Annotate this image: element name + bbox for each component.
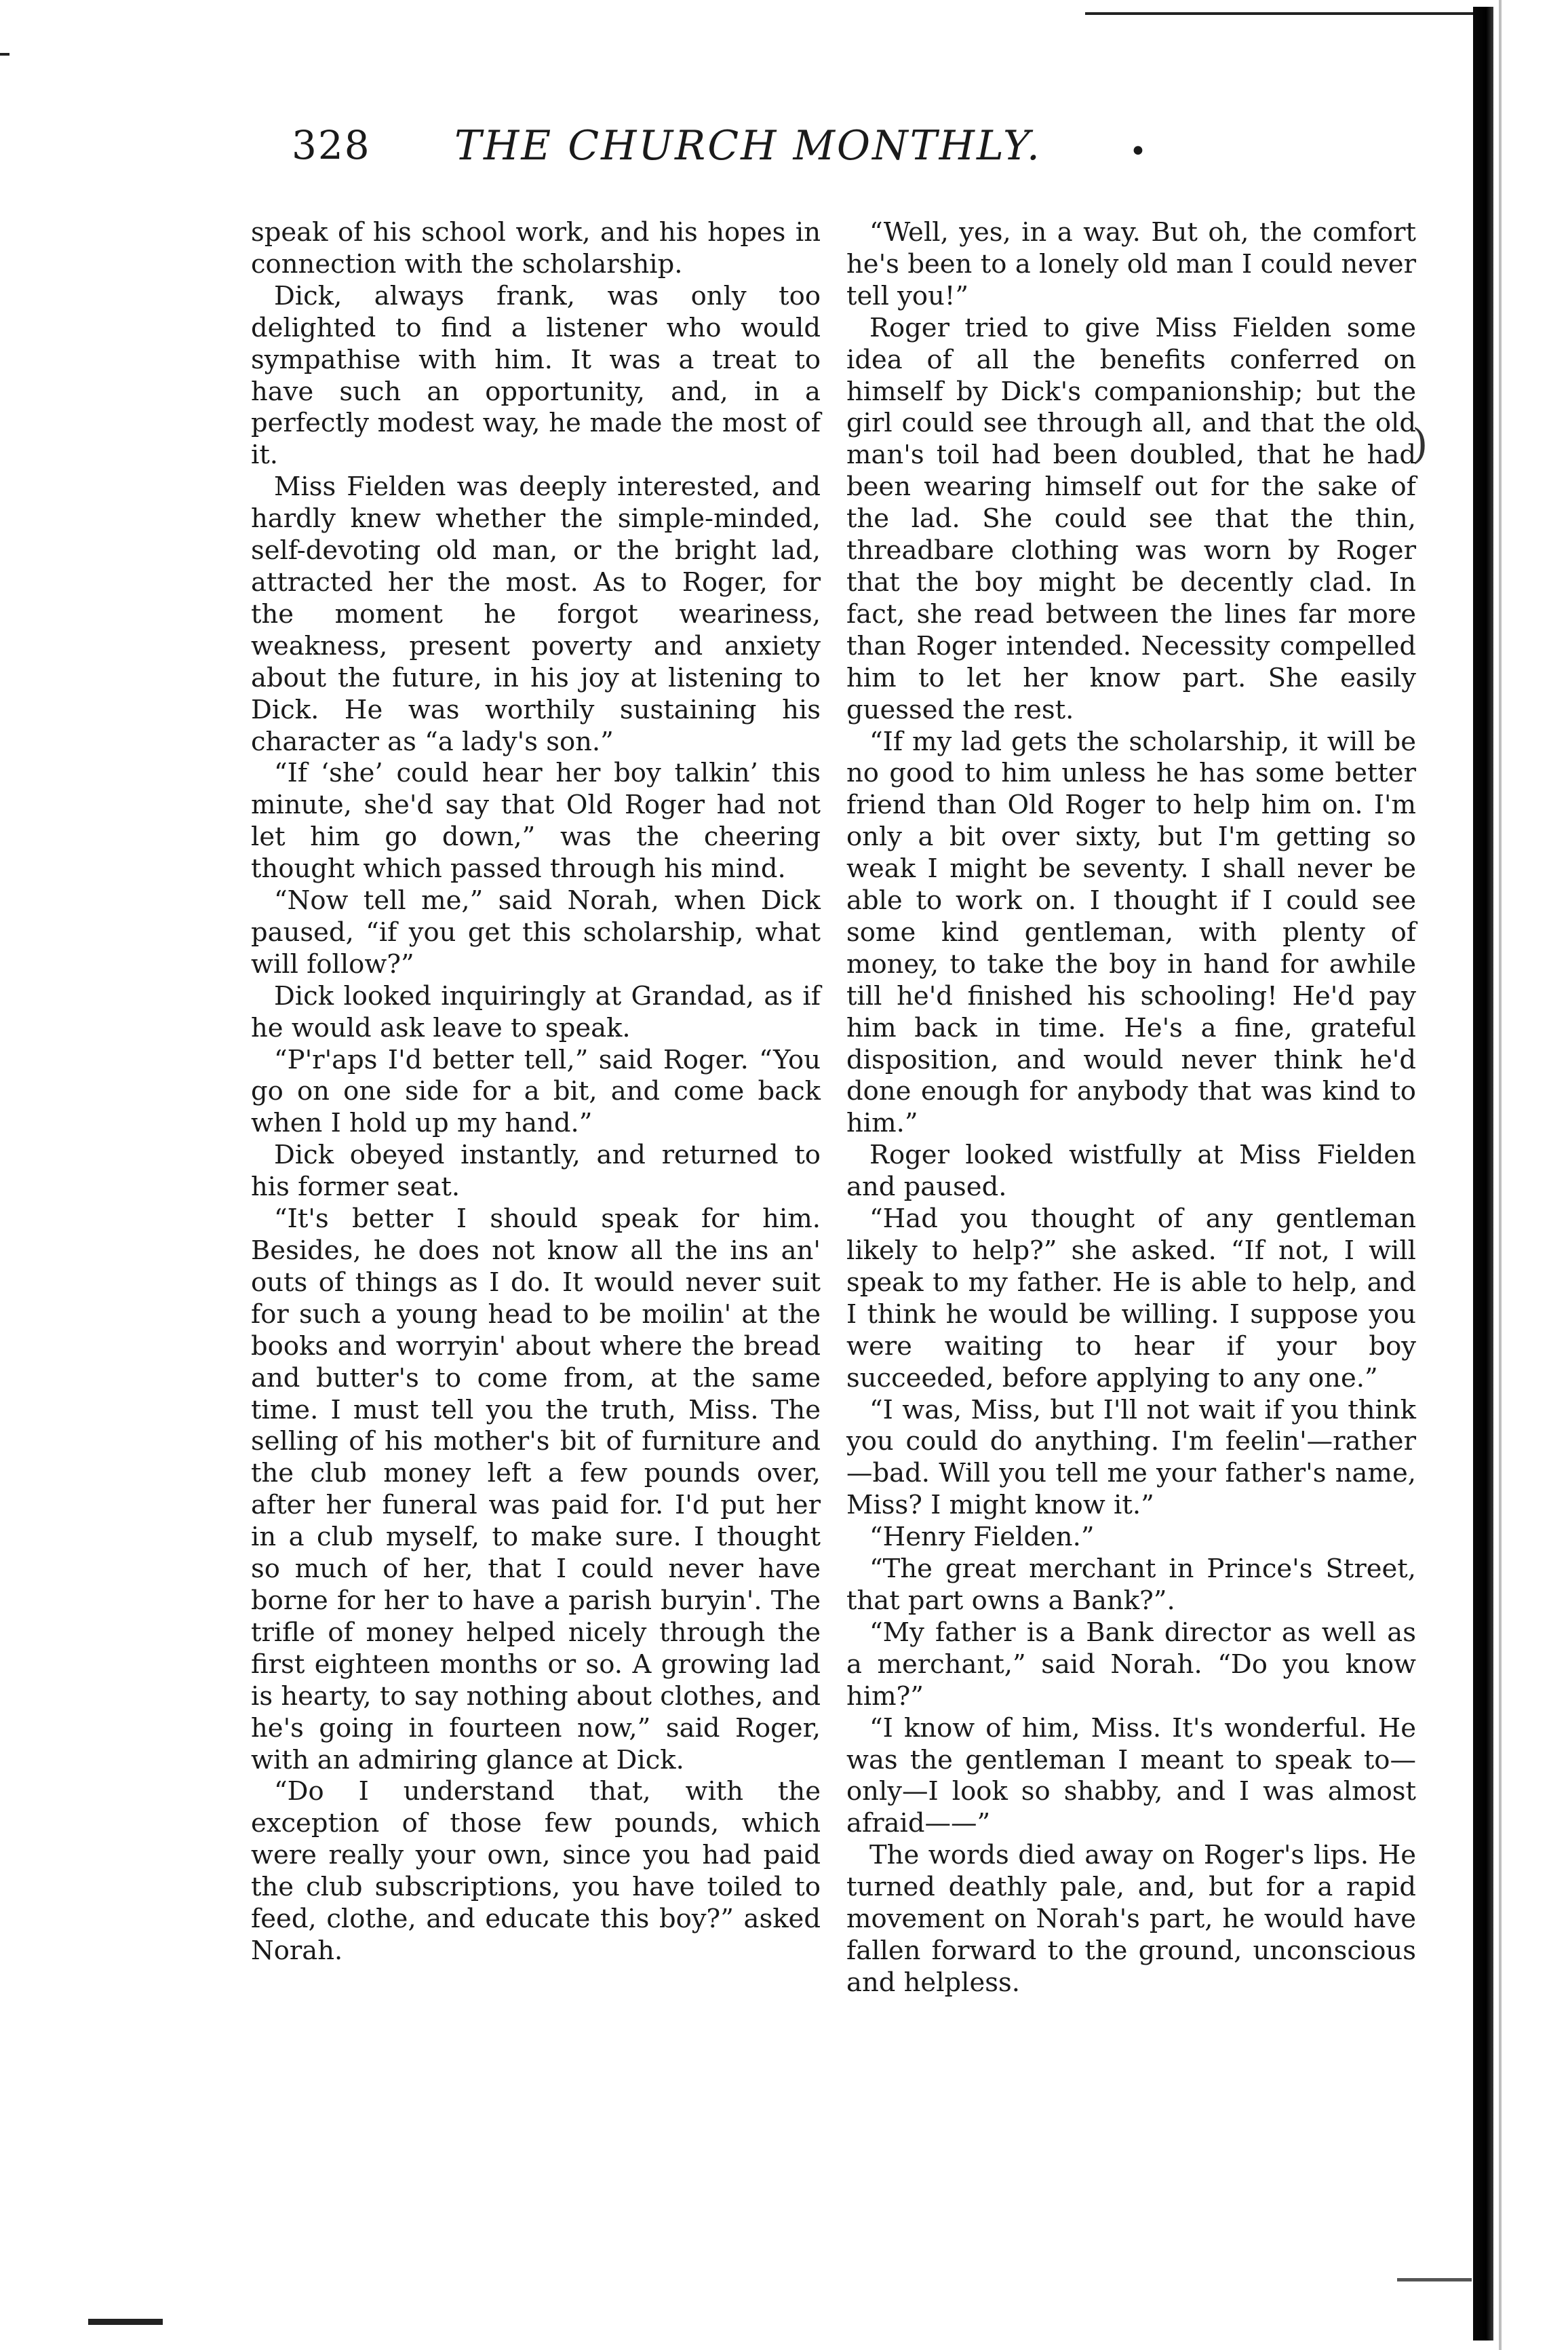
header-dot: •	[1129, 134, 1147, 169]
paragraph: “Henry Fielden.”	[869, 1522, 1095, 1553]
scan-speck	[1397, 2278, 1472, 2281]
paragraph: Roger looked wistfully at Miss Fielden and paused.	[846, 1140, 1416, 1203]
paragraph: “It's better I should speak for him. Besides, he does not know all the ins an' outs of things as I do. It would never suit for such a young head to be moilin' at the books and worryin' about where the bread and butter's to come from, at the same time. I must tell you the truth, Miss. The selling of his mother's bit of furniture and the club money left a few pounds over, after her funeral was paid for. I'd put her in a club myself, to make sure. I thought so much of her, that I could never have borne for her to have a parish buryin'. The trifle of money helped nicely through the first eighteen months or so. A growing lad is hearty, to say nothing about clothes, and he's going in fourteen now,” said Roger, with an admiring glance at Dick.	[251, 1203, 821, 1775]
paragraph: “Now tell me,” said Norah, when Dick paused, “if you get this scholarship, what will follow?”	[251, 885, 821, 980]
paragraph: Miss Fielden was deeply interested, and hardly knew whether the simple-minded, self-devoting old man, or the bright lad, attracted her the most. As to Roger, for the moment he forgot weariness, weakness, present poverty and anxiety about the future, in his joy at listening to Dick. He was worthily sustaining his character as “a lady's son.”	[251, 471, 821, 757]
paragraph: The words died away on Roger's lips. He turned deathly pale, and, but for a rapid movement on Norah's part, he would have fallen forward to the ground, unconscious and helpless.	[846, 1840, 1416, 1998]
right-column	[846, 217, 1416, 1999]
paragraph: “I know of him, Miss. It's wonderful. He was the gentleman I meant to speak to—only—I look so shabby, and I was almost afraid——”	[846, 1712, 1416, 1839]
page-number: 328	[292, 122, 371, 168]
left-column	[251, 217, 821, 1967]
page-header	[292, 122, 1160, 183]
paragraph: “P'r'aps I'd better tell,” said Roger. “You go on one side for a bit, and come back when I hold up my hand.”	[251, 1044, 821, 1139]
paragraph: “My father is a Bank director as well as a merchant,” said Norah. “Do you know him?”	[846, 1617, 1416, 1712]
paragraph: Dick, always frank, was only too delighted to find a listener who would sympathise with him. It was a treat to have such an opportunity, and, in a perfectly modest way, he made the most of it.	[251, 280, 821, 471]
paragraph: “Had you thought of any gentleman likely to help?” she asked. “If not, I will speak to my father. He is able to help, and I think he would be willing. I suppose you were waiting to hear if your boy succeeded, before applying to any one.”	[846, 1203, 1416, 1393]
paragraph: “If my lad gets the scholarship, it will be no good to him unless he has some better friend than Old Roger to help him on. I'm only a bit over sixty, but I'm getting so weak I might be seventy. I shall never be able to work on. I thought if I could see some kind gentleman, with plenty of money, to take the boy in hand for awhile till he'd finished his schooling! He'd pay him back in time. He's a fine, grateful disposition, and would never think he'd done enough for anybody that was kind to him.”	[846, 726, 1416, 1139]
paragraph: “I was, Miss, but I'll not wait if you think you could do anything. I'm feelin'—rather—bad. Will you tell me your father's name, Miss? I might know it.”	[846, 1394, 1416, 1521]
paragraph: Roger tried to give Miss Fielden some idea of all the benefits conferred on himself by Dick's companionship; but the girl could see through all, and that the old man's toil had been doubled, that he had been wearing himself out for the sake of the lad. She could see that the thin, threadbare clothing was worn by Roger that the boy might be decently clad. In fact, she read between the lines far more than Roger intended. Necessity compelled him to let her know part. She easily guessed the rest.	[846, 312, 1416, 725]
paragraph: Dick obeyed instantly, and returned to his former seat.	[251, 1140, 821, 1203]
scan-edge-line	[1499, 0, 1502, 2350]
paragraph: Dick looked inquiringly at Grandad, as if he would ask leave to speak.	[251, 980, 821, 1043]
margin-mark: )	[1412, 421, 1428, 468]
running-title: THE CHURCH MONTHLY.	[454, 122, 1042, 170]
paragraph: “Well, yes, in a way. But oh, the comfort he's been to a lonely old man I could never tell you!”	[846, 217, 1416, 311]
paragraph: “Do I understand that, with the exception of those few pounds, which were really your own, since you had paid the club subscriptions, you have toiled to feed, clothe, and educate this boy?” asked Norah.	[251, 1776, 821, 1966]
scan-speck	[0, 53, 9, 56]
top-rule	[1085, 12, 1492, 15]
scan-binding-edge	[1473, 7, 1493, 2341]
scan-speck	[88, 2319, 163, 2325]
paragraph: “The great merchant in Prince's Street, that part owns a Bank?”.	[846, 1554, 1416, 1616]
paragraph: speak of his school work, and his hopes in connection with the scholarship.	[251, 217, 821, 280]
paragraph: “If ‘she’ could hear her boy talkin’ this minute, she'd say that Old Roger had not let him go down,” was the cheering thought which passed through his mind.	[251, 758, 821, 885]
